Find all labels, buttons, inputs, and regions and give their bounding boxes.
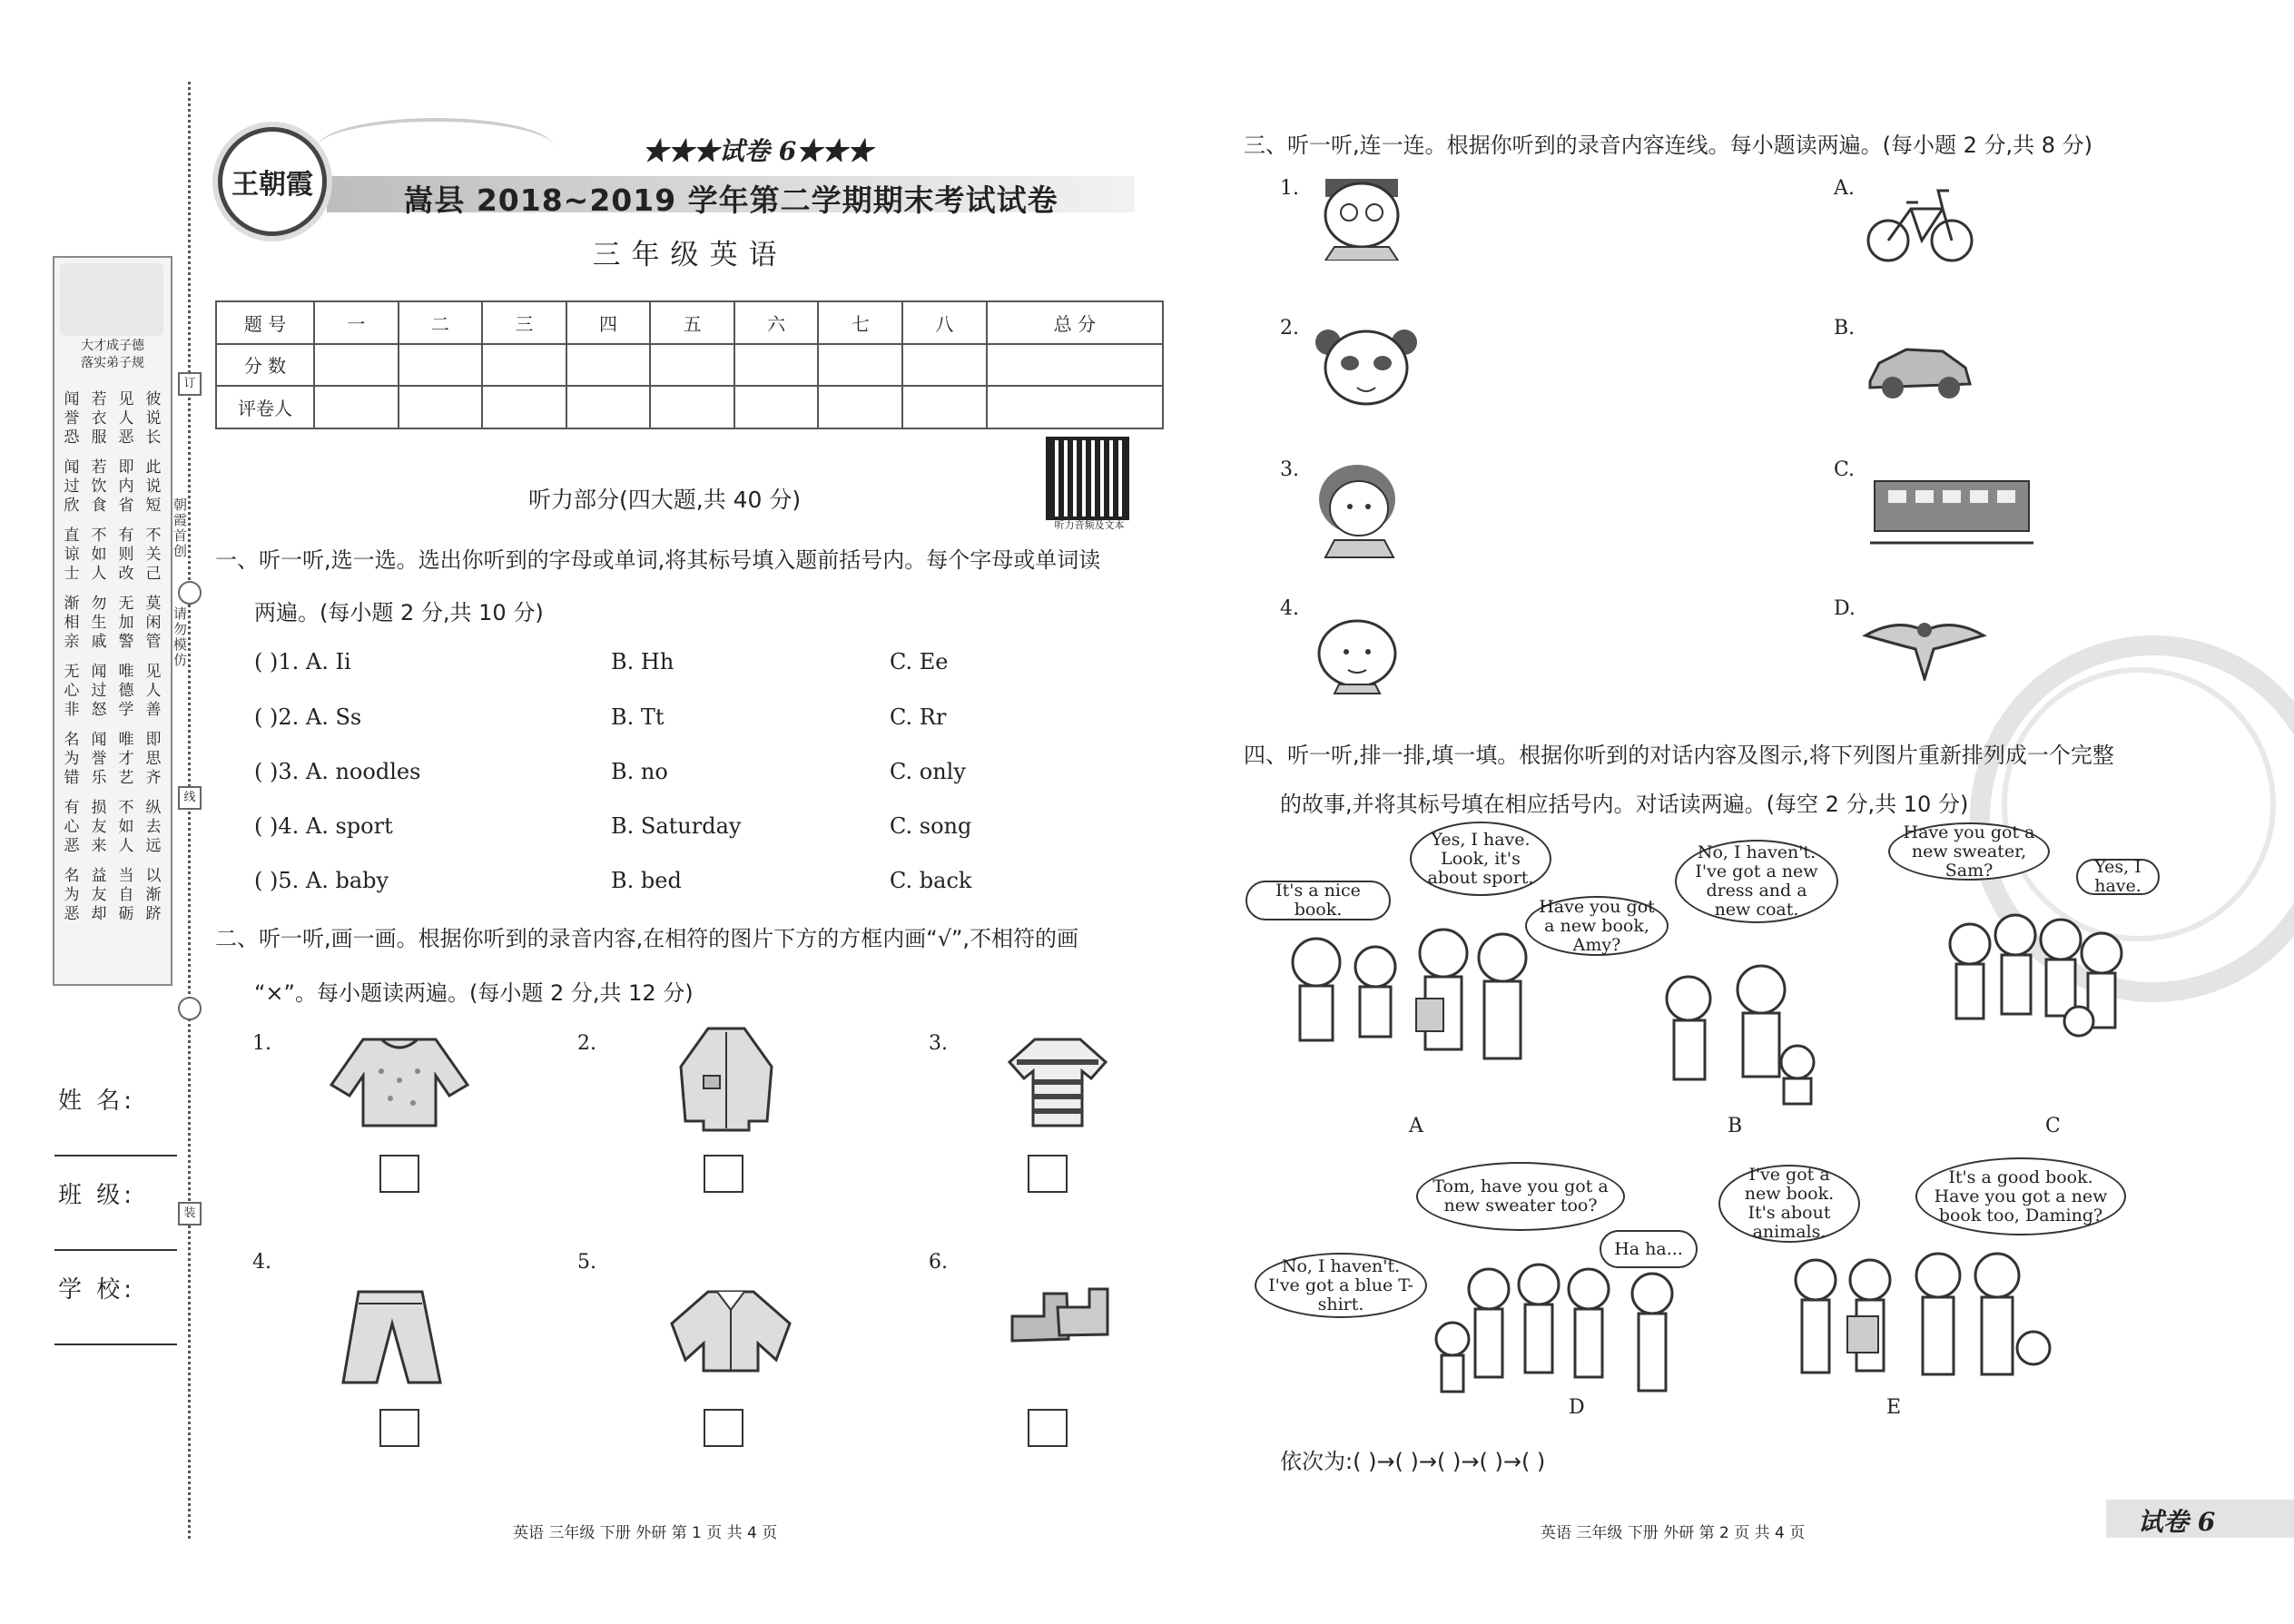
answer-box-4[interactable]: [379, 1409, 419, 1447]
school-label: 学 校:: [58, 1276, 136, 1304]
grader-cell[interactable]: [987, 386, 1163, 428]
motto-column: 以渐跻: [145, 867, 162, 923]
section2-instruction-cont: “×”。每小题读两遍。(每小题 2 分,共 12 分): [254, 980, 694, 1006]
option-c: C. back: [890, 868, 972, 893]
binding-mark-zhuang: 装: [178, 1202, 202, 1225]
motto-column: 当自砺: [118, 867, 134, 923]
motto-column: 见人恶: [118, 390, 134, 447]
speech-bubble-d3: No, I haven't. I've got a blue T-shirt.: [1255, 1253, 1427, 1318]
item-number: 5.: [577, 1251, 596, 1274]
answer-box-1[interactable]: [379, 1155, 419, 1193]
item-number: 3.: [1280, 458, 1299, 481]
question-item-2[interactable]: ( )2. A. Ss: [254, 704, 362, 730]
option-b: B. Saturday: [611, 813, 742, 839]
motto-group: [62, 527, 163, 584]
speech-bubble-c2: Yes, I have.: [2076, 859, 2160, 895]
motto-column: 见人善: [145, 663, 162, 719]
qr-code-icon[interactable]: [1046, 437, 1129, 520]
name-field[interactable]: [54, 1155, 177, 1156]
binding-note-1: 朝霞首创: [172, 497, 188, 559]
motto-group: [62, 595, 163, 652]
motto-column: 勿生戚: [91, 595, 107, 651]
option-b: B. Tt: [611, 704, 665, 730]
score-cell[interactable]: [987, 344, 1163, 387]
picture-label-a: A: [1409, 1115, 1423, 1137]
brand-logo: 王朝霞: [218, 127, 327, 236]
binding-note-2: 请勿模仿: [172, 606, 188, 668]
col-header: 四: [566, 301, 651, 344]
car-icon: [1866, 340, 1974, 404]
jacket-icon: [676, 1021, 776, 1135]
score-cell[interactable]: [314, 344, 399, 387]
section3-instruction: 三、听一听,连一连。根据你听到的录音内容连线。每小题读两遍。(每小题 2 分,共 8 分): [1244, 133, 2093, 158]
speech-bubble-b1: Have you got a new book, Amy?: [1525, 896, 1669, 956]
motto-column: 不如人: [91, 527, 107, 583]
t-shirt-icon: [1008, 1035, 1108, 1130]
item-number: 2.: [1280, 317, 1299, 340]
option-c: C. song: [890, 813, 972, 839]
motto-column: 闻过欣: [64, 458, 80, 515]
name-label: 姓 名:: [58, 1088, 136, 1115]
section4-instruction-cont: 的故事,并将其标号填在相应括号内。对话读两遍。(每空 2 分,共 10 分): [1280, 792, 1969, 817]
speech-bubble-a1: It's a nice book.: [1245, 881, 1391, 920]
bald-boy-icon: [1312, 617, 1412, 694]
grader-cell[interactable]: [734, 386, 819, 428]
grader-cell[interactable]: [902, 386, 987, 428]
score-cell[interactable]: [399, 344, 483, 387]
motto-group: [62, 799, 163, 856]
motto-column: 闻誉乐: [91, 731, 107, 787]
scene-a-children-image: [1280, 926, 1534, 1089]
picture-label-b: B: [1728, 1115, 1743, 1137]
binding-mark-xian: 线: [178, 786, 202, 810]
motto-column: 若衣服: [91, 390, 107, 447]
motto-column: 有心恶: [64, 799, 80, 855]
exam-title: 嵩县 2018~2019 学年第二学期期末考试试卷: [403, 182, 1058, 218]
col-header: 一: [314, 301, 399, 344]
item-number: 3.: [929, 1032, 948, 1055]
speech-bubble-b2: No, I haven't. I've got a new dress and a new coat.: [1675, 840, 1838, 923]
grader-cell[interactable]: [482, 386, 566, 428]
item-number: 1.: [252, 1032, 271, 1055]
question-item-3[interactable]: ( )3. A. noodles: [254, 759, 421, 784]
motto-column: 无加警: [118, 595, 134, 651]
score-cell[interactable]: [566, 344, 651, 387]
score-row-number: [216, 301, 1163, 344]
question-item-5[interactable]: ( )5. A. baby: [254, 868, 389, 893]
motto-column: 即内省: [118, 458, 134, 515]
motto-column: 直谅士: [64, 527, 80, 583]
binding-hole-icon: [178, 581, 202, 605]
motto-column: 无心非: [64, 663, 80, 719]
bike-icon: [1866, 177, 1974, 272]
scene-d-children-image: [1425, 1253, 1698, 1398]
item-letter: D.: [1834, 597, 1856, 620]
question-item-1[interactable]: ( )1. A. Ii: [254, 649, 351, 674]
score-table: [215, 300, 1164, 429]
motto-group: [62, 390, 163, 448]
motto-column: 不关己: [145, 527, 162, 583]
speech-bubble-d2: Ha ha...: [1600, 1230, 1698, 1268]
corner-exam-label: 试卷 6: [2138, 1507, 2216, 1537]
speech-bubble-d1: Tom, have you got a new sweater too?: [1416, 1162, 1625, 1231]
item-number: 6.: [929, 1251, 948, 1274]
motto-column: 唯才艺: [118, 731, 134, 787]
class-label: 班 级:: [58, 1182, 136, 1209]
motto-column: 即思齐: [145, 731, 162, 787]
picture-label-d: D: [1569, 1396, 1585, 1419]
score-cell[interactable]: [734, 344, 819, 387]
motto-column: 有则改: [118, 527, 134, 583]
speech-bubble-a2: Yes, I have. Look, it's about sport.: [1410, 822, 1551, 896]
score-cell[interactable]: [650, 344, 734, 387]
option-c: C. only: [890, 759, 966, 784]
girl-icon: [1312, 463, 1412, 558]
answer-box-5[interactable]: [704, 1409, 743, 1447]
panda-hat-kid-icon: [1312, 322, 1421, 408]
motto-group: [62, 731, 163, 788]
motto-column: 名为错: [64, 731, 80, 787]
motto-group: [62, 458, 163, 516]
secret-stamp-inner: [2002, 667, 2276, 941]
score-cell[interactable]: [902, 344, 987, 387]
motto-column: 名为恶: [64, 867, 80, 923]
class-field[interactable]: [54, 1249, 177, 1251]
motto-column: 损友来: [91, 799, 107, 855]
motto-column: 若饮食: [91, 458, 107, 515]
motto-text: [62, 390, 163, 935]
boy-with-glasses-icon: [1316, 174, 1416, 261]
picture-label-e: E: [1886, 1396, 1902, 1419]
listening-heading: 听力部分(四大题,共 40 分): [528, 487, 802, 513]
option-b: B. no: [611, 759, 668, 784]
motto-column: 纵去远: [145, 799, 162, 855]
option-c: C. Rr: [890, 704, 947, 730]
col-header: 二: [399, 301, 483, 344]
col-header: 六: [734, 301, 819, 344]
item-letter: C.: [1834, 458, 1856, 481]
row-label: 分 数: [216, 344, 314, 387]
trousers-icon: [336, 1287, 445, 1387]
col-header: 五: [650, 301, 734, 344]
kite-icon: [1861, 608, 1988, 681]
option-c: C. Ee: [890, 649, 949, 674]
motto-column: 此说短: [145, 458, 162, 515]
binding-dotted-line: [188, 82, 191, 1539]
school-field[interactable]: [54, 1343, 177, 1345]
qr-caption: 听力音频及文本: [1054, 519, 1125, 531]
col-header: 七: [818, 301, 902, 344]
motto-panel: [53, 256, 172, 986]
col-header: 三: [482, 301, 566, 344]
question-item-4[interactable]: ( )4. A. sport: [254, 813, 393, 839]
exam-number: ★★★试卷 6★★★: [643, 136, 873, 166]
scene-e-children-image: [1788, 1244, 2061, 1393]
score-row-grader: [216, 386, 1163, 428]
speech-bubble-e1: I've got a new book. It's about animals.: [1718, 1165, 1860, 1243]
option-b: B. Hh: [611, 649, 674, 674]
order-answer-line[interactable]: 依次为:( )→( )→( )→( )→( ): [1280, 1449, 1546, 1474]
motto-column: 渐相亲: [64, 595, 80, 651]
item-letter: B.: [1834, 317, 1856, 340]
answer-box-6[interactable]: [1028, 1409, 1068, 1447]
speech-bubble-e2: It's a good book. Have you got a new book too, Daming?: [1915, 1157, 2126, 1235]
decorative-ribbon: [318, 118, 554, 176]
scene-b-children-image: [1652, 962, 1834, 1107]
motto-column: 彼说长: [145, 390, 162, 447]
answer-box-2[interactable]: [704, 1155, 743, 1193]
motto-heading: 大才成子德 落实弟子规: [81, 339, 144, 370]
option-b: B. bed: [611, 868, 682, 893]
score-cell[interactable]: [818, 344, 902, 387]
shoes-icon: [1003, 1284, 1112, 1357]
section2-instruction: 二、听一听,画一画。根据你听到的录音内容,在相符的图片下方的方框内画“√”,不相符的画: [215, 926, 1079, 951]
motto-group: [62, 867, 163, 924]
page-footer-left: 英语 三年级 下册 外研 第 1 页 共 4 页: [513, 1524, 778, 1542]
motto-column: 唯德学: [118, 663, 134, 719]
grader-cell[interactable]: [566, 386, 651, 428]
section4-instruction: 四、听一听,排一排,填一填。根据你听到的对话内容及图示,将下列图片重新排列成一个完整: [1244, 743, 2114, 768]
item-number: 4.: [252, 1251, 271, 1274]
speech-bubble-c1: Have you got a new sweater, Sam?: [1888, 822, 2050, 881]
grader-cell[interactable]: [399, 386, 483, 428]
section1-instruction-cont: 两遍。(每小题 2 分,共 10 分): [254, 600, 544, 625]
scholar-portrait-image: [60, 263, 163, 336]
binding-hole-icon: [178, 997, 202, 1020]
col-header: 总 分: [987, 301, 1163, 344]
grader-cell[interactable]: [818, 386, 902, 428]
motto-column: 莫闲管: [145, 595, 162, 651]
section1-instruction: 一、听一听,选一选。选出你听到的字母或单词,将其标号填入题前括号内。每个字母或单词读: [215, 547, 1101, 573]
motto-column: 闻誉恐: [64, 390, 80, 447]
item-number: 1.: [1280, 177, 1299, 200]
score-row-points: [216, 344, 1163, 387]
item-letter: A.: [1834, 177, 1855, 200]
col-header: 八: [902, 301, 987, 344]
sweater-icon: [327, 1030, 472, 1130]
item-number: 4.: [1280, 597, 1299, 620]
picture-label-c: C: [2045, 1115, 2061, 1137]
motto-column: 益友却: [91, 867, 107, 923]
motto-group: [62, 663, 163, 720]
scene-c-children-image: [1943, 903, 2124, 1058]
grader-cell[interactable]: [650, 386, 734, 428]
row-label: 评卷人: [216, 386, 314, 428]
answer-box-3[interactable]: [1028, 1155, 1068, 1193]
shirt-icon: [667, 1287, 794, 1373]
motto-column: 不如人: [118, 799, 134, 855]
binding-mark-ding: 订: [178, 372, 202, 396]
motto-column: 闻过怒: [91, 663, 107, 719]
page-footer-right: 英语 三年级 下册 外研 第 2 页 共 4 页: [1541, 1524, 1806, 1542]
train-icon: [1870, 472, 2033, 549]
row-label: 题 号: [216, 301, 314, 344]
item-number: 2.: [577, 1032, 596, 1055]
grader-cell[interactable]: [314, 386, 399, 428]
score-cell[interactable]: [482, 344, 566, 387]
exam-subtitle: 三年级英语: [592, 239, 788, 271]
